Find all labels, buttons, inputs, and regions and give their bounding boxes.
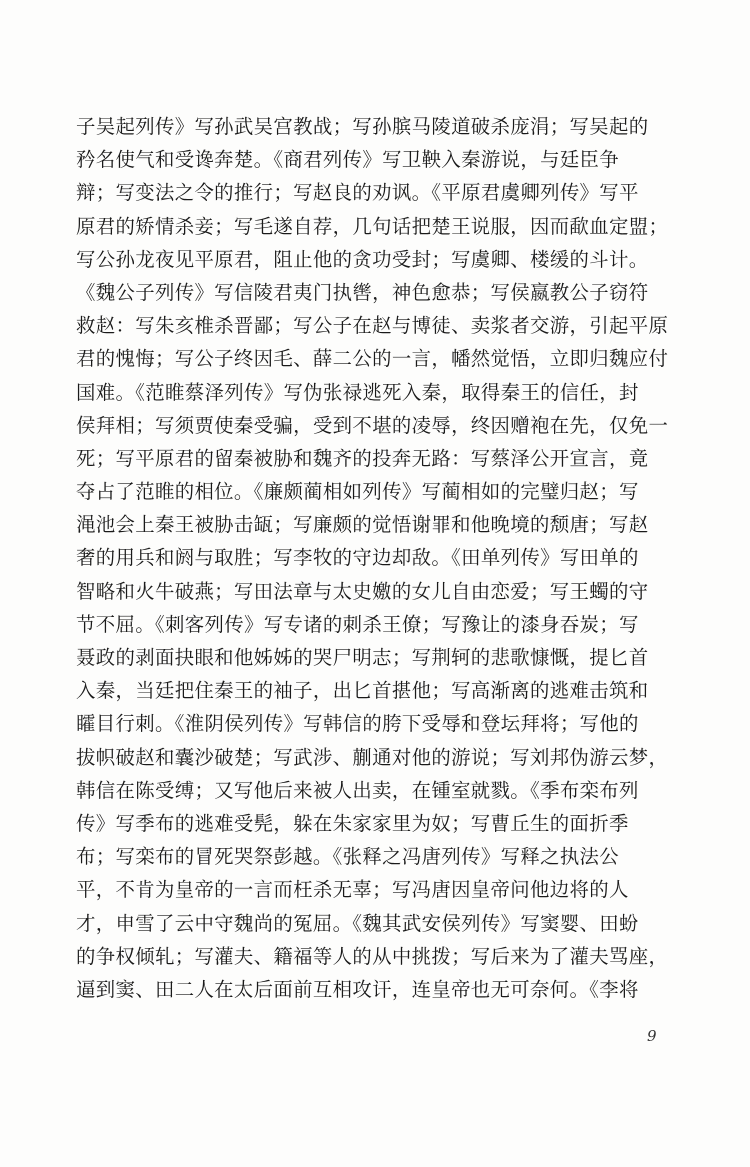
text-line: 侯拜相；写须贾使秦受骗，受到不堪的凌辱，终因赠袍在先，仅免一 (76, 413, 669, 437)
text-line: 的争权倾轧；写灌夫、籍福等人的从中挑拨；写后来为了灌夫骂座， (76, 944, 669, 968)
text-line: 平，不肯为皇帝的一言而枉杀无辜；写冯唐因皇帝问他边将的人 (76, 878, 629, 902)
text-line: 辩；写变法之令的推行；写赵良的劝讽。《平原君虞卿列传》写平 (76, 181, 639, 205)
text-line: 救赵：写朱亥椎杀晋鄙；写公子在赵与博徒、卖浆者交游，引起平原 (76, 314, 669, 338)
text-line: 渑池会上秦王被胁击缻；写廉颇的觉悟谢罪和他晚境的颓唐；写赵 (76, 513, 649, 537)
page-number: 9 (647, 1027, 657, 1045)
text-line: 传》写季布的逃难受髡，躲在朱家家里为奴；写曹丘生的面折季 (76, 811, 629, 835)
text-line: 夺占了范睢的相位。《廉颇蔺相如列传》写蔺相如的完璧归赵；写 (76, 480, 639, 504)
text-line: 子吴起列传》写孙武吴宫教战；写孙膑马陵道破杀庞涓；写吴起的 (76, 115, 649, 138)
text-line: 原君的矫情杀妾；写毛遂自荐，几句话把楚王说服，因而歃血定盟； (76, 214, 669, 238)
body-text (76, 110, 676, 1006)
text-line: 韩信在陈受缚；又写他后来被人出卖，在锺室就戮。《季布栾布列 (76, 778, 639, 802)
text-line: 逼到窦、田二人在太后面前互相攻讦，连皇帝也无可奈何。《李将 (76, 977, 639, 1001)
text-line: 《魏公子列传》写信陵君夷门执辔，神色愈恭；写侯嬴教公子窃符 (76, 280, 649, 304)
text-line: 君的愧悔；写公子终因毛、薛二公的一言，幡然觉悟，立即归魏应付 (76, 347, 669, 371)
text-line: 矜名使气和受谗奔楚。《商君列传》写卫鞅入秦游说，与廷臣争 (76, 148, 620, 172)
text-line: 国难。《范睢蔡泽列传》写伪张禄逃死入秦，取得秦王的信任，封 (76, 380, 639, 404)
text-line: 才，申雪了云中守魏尚的冤屈。《魏其武安侯列传》写窦婴、田蚡 (76, 911, 639, 935)
text-line: 布；写栾布的冒死哭祭彭越。《张释之冯唐列传》写释之执法公 (76, 845, 620, 869)
text-line: 入秦，当廷把住秦王的袖子，出匕首揕他；写高渐离的逃难击筑和 (76, 679, 649, 703)
text-line: 智略和火牛破燕；写田法章与太史嬓的女儿自由恋爱；写王蠋的守 (76, 579, 649, 603)
text-line: 节不屈。《刺客列传》写专诸的刺杀王僚；写豫让的漆身吞炭；写 (76, 612, 639, 636)
text-line: 写公孙龙夜见平原君，阻止他的贪功受封；写虞卿、楼缓的斗计。 (76, 247, 649, 271)
text-line: 奢的用兵和阏与取胜；写李牧的守边却敌。《田单列传》写田单的 (76, 546, 639, 570)
text-line: 聂政的剥面抉眼和他姊姊的哭尸明志；写荆轲的悲歌慷慨，提匕首 (76, 646, 649, 669)
text-line: 死；写平原君的留秦被胁和魏齐的投奔无路：写蔡泽公开宣言，竟 (76, 446, 649, 470)
text-line: 矐目行刺。《淮阴侯列传》写韩信的胯下受辱和登坛拜将；写他的 (76, 712, 639, 736)
text-line: 拔帜破赵和囊沙破楚；写武涉、蒯通对他的游说；写刘邦伪游云梦， (76, 745, 669, 769)
